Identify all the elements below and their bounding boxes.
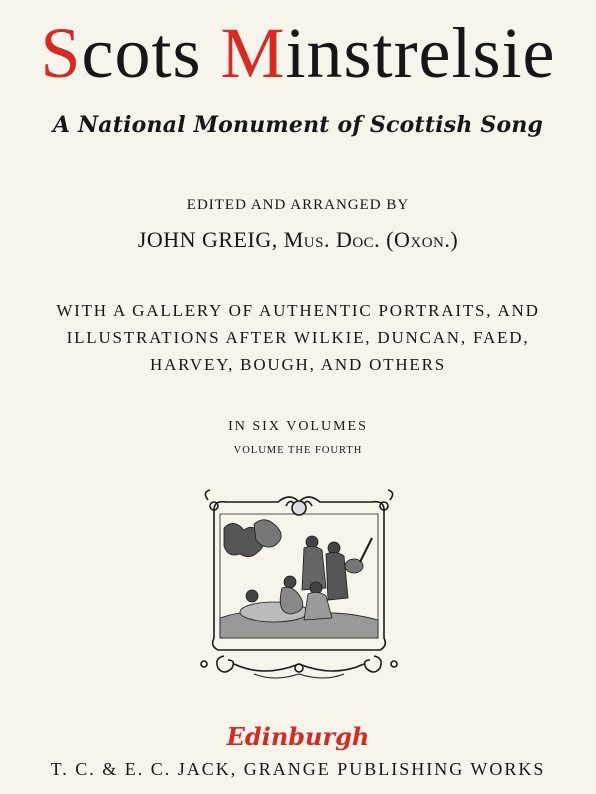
title-initial-s: S [40,13,82,93]
editor-credit [0,226,596,254]
title-word-minstrelsie: instrelsie [285,13,556,93]
book-subtitle: A National Monument of Scottish Song [52,112,544,138]
book-title [0,8,596,98]
ornamental-vignette-icon [194,488,404,686]
title-word-scots: cots [81,13,221,93]
editor-name: JOHN GREIG, [137,227,278,252]
title-initial-m: M [220,13,286,93]
publication-city: Edinburgh [226,722,370,751]
gallery-line-1: WITH A GALLERY OF AUTHENTIC PORTRAITS, AND [56,301,540,320]
edited-by-label: EDITED AND ARRANGED BY [186,197,410,213]
volume-number: VOLUME THE FOURTH [233,445,363,456]
gallery-line-3: HARVEY, BOUGH, AND OTHERS [150,355,446,374]
publisher-imprint: T. C. & E. C. JACK, GRANGE PUBLISHING WORKS [50,759,546,779]
volumes-count: IN SIX VOLUMES [228,419,368,434]
editor-degree: Mus. Doc. (Oxon.) [283,227,459,252]
gallery-line-2: ILLUSTRATIONS AFTER WILKIE, DUNCAN, FAED, [66,328,530,347]
